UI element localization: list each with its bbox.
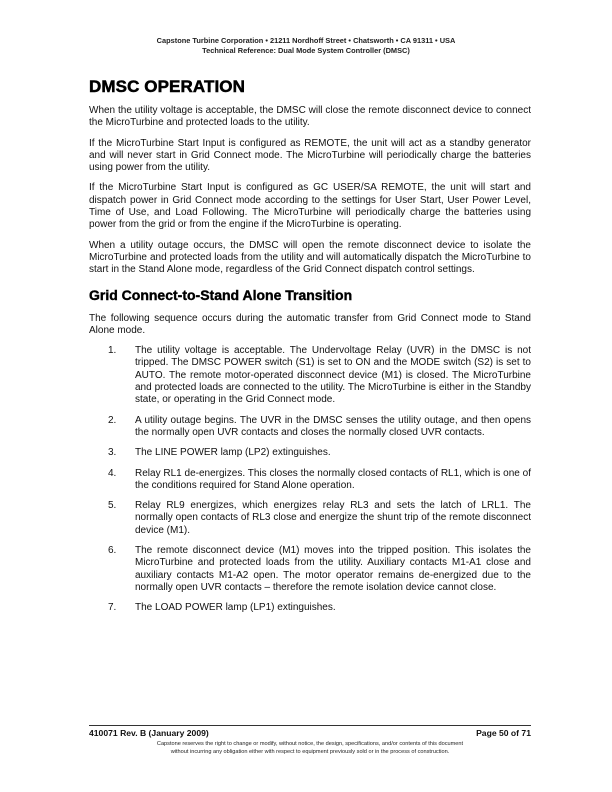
subsection-intro: The following sequence occurs during the automatic transfer from Grid Connect mode to Stand Alone mode. [89, 312, 531, 336]
list-item [89, 545, 531, 594]
step-text: The LINE POWER lamp (LP2) extinguishes. [135, 447, 331, 459]
page-header [0, 36, 612, 56]
page-content [89, 77, 531, 623]
step-number: 4. [108, 467, 117, 479]
footer-disclaimer [89, 740, 531, 756]
step-text: Relay RL1 de-energizes. This closes the normally closed contacts of RL1, which is one of the conditions required for Stand Alone operation. [135, 467, 531, 491]
paragraph: If the MicroTurbine Start Input is configured as REMOTE, the unit will act as a standby generator and will never start in Grid Connect mode. The MicroTurbine will periodically charge the batteries using power from the utility. [89, 137, 531, 174]
disclaimer-line: Capstone reserves the right to change or modify, without notice, the design, specifications, and/or contents of this document [156, 741, 464, 747]
page-number: Page 50 of 71 [476, 728, 531, 738]
paragraph: When a utility outage occurs, the DMSC will open the remote disconnect device to isolate the MicroTurbine and protected loads from the utility and will automatically dispatch the MicroTurbine to start in the Stand Alone mode, regardless of the Grid Connect dispatch control settings. [89, 239, 531, 276]
document-revision: 410071 Rev. B (January 2009) [89, 728, 209, 738]
step-text: The LOAD POWER lamp (LP1) extinguishes. [135, 602, 336, 614]
paragraph: When the utility voltage is acceptable, the DMSC will close the remote disconnect device to connect the MicroTurbine and protected loads to the utility. [89, 105, 531, 129]
header-document-title: Technical Reference: Dual Mode System Controller (DMSC) [202, 46, 410, 55]
step-text: The remote disconnect device (M1) moves into the tripped position. This isolates the MicroTurbine and protected loads from the utility. Auxiliary contacts M1-A1 close and auxiliary contacts M1-A2 open. The motor operator remains de-energized due to the normally open UVR contacts – therefore the remote isolation device cannot close. [135, 545, 531, 593]
section-title: DMSC OPERATION [89, 77, 245, 96]
page-footer [89, 725, 531, 756]
step-text: The utility voltage is acceptable. The Undervoltage Relay (UVR) in the DMSC is not tripped. The DMSC POWER switch (S1) is set to ON and the MODE switch (S2) is set to AUTO. The remote motor-operated disconnect device (M1) is closed. The MicroTurbine and protected loads are connected to the utility. The MicroTurbine is either in the Standby state, or operating in the Grid Connect mode. [135, 345, 531, 406]
list-item [89, 415, 531, 440]
disclaimer-line: without incurring any obligation either with respect to equipment previously sold or in the process of construction. [170, 749, 450, 755]
list-item [89, 345, 531, 406]
step-number: 6. [108, 545, 117, 557]
step-text: A utility outage begins. The UVR in the DMSC senses the utility outage, and then opens the normally open UVR contacts and closes the normally closed UVR contacts. [135, 414, 531, 438]
transition-steps-list [89, 345, 531, 614]
list-item [89, 500, 531, 537]
list-item [89, 468, 531, 493]
paragraph: If the MicroTurbine Start Input is configured as GC USER/SA REMOTE, the unit will start and dispatch power in Grid Connect mode according to the settings for User Start, User Power Level, Time of Use, and Load Following. The MicroTurbine will periodically charge the batteries using power from the grid or from the engine if the MicroTurbine is operating. [89, 182, 531, 231]
header-company-address: Capstone Turbine Corporation • 21211 Nordhoff Street • Chatsworth • CA 91311 • USA [156, 36, 456, 45]
step-number: 3. [108, 447, 117, 459]
step-number: 1. [108, 345, 117, 357]
subsection-title: Grid Connect-to-Stand Alone Transition [89, 286, 353, 303]
step-number: 2. [108, 414, 117, 426]
step-number: 5. [108, 500, 117, 512]
list-item [89, 447, 531, 459]
step-text: Relay RL9 energizes, which energizes relay RL3 and sets the latch of LRL1. The normally open contacts of RL3 close and energize the shunt trip of the remote disconnect device (M1). [135, 500, 531, 536]
list-item [89, 602, 531, 614]
step-number: 7. [108, 602, 117, 614]
